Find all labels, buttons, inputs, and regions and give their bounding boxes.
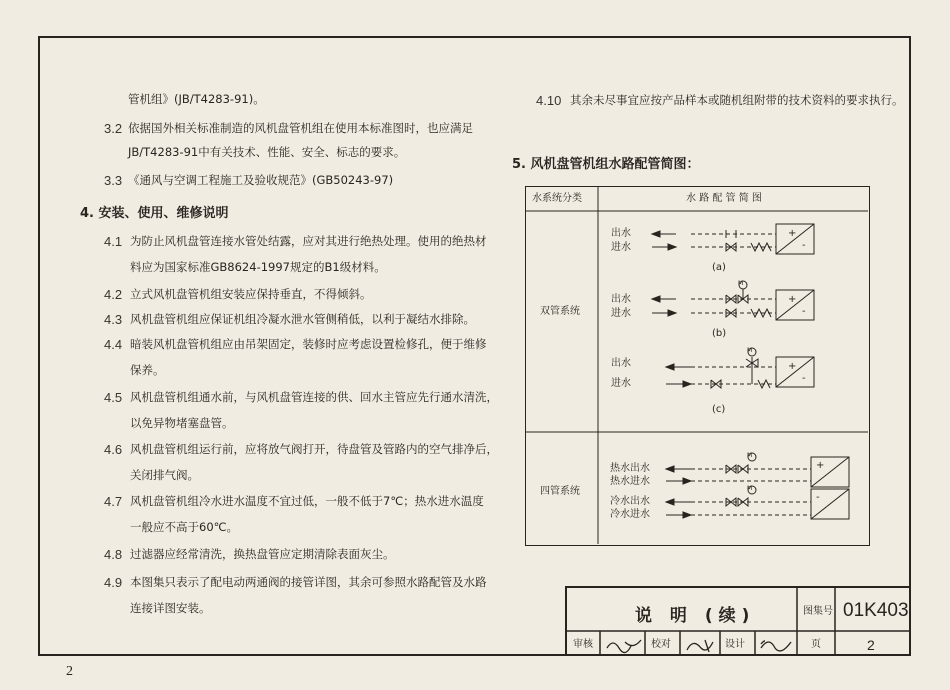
item-number: 4.9 bbox=[104, 575, 123, 590]
item-number: 4.7 bbox=[104, 494, 123, 509]
item-text-line: 过滤器应经常清洗，换热盘管应定期清除表面灰尘。 bbox=[130, 547, 395, 561]
diagram-c-out-label: 出水 bbox=[611, 358, 631, 369]
item-text-line: 一般应不高于60℃。 bbox=[130, 520, 239, 534]
item-text-line: 连接详图安装。 bbox=[130, 601, 211, 615]
atlas-number-label: 图集号 bbox=[803, 606, 833, 617]
page-number: 2 bbox=[66, 664, 73, 679]
item-text-line: 关闭排气阀。 bbox=[130, 468, 199, 482]
item-text-line: 风机盘管机组运行前，应将放气阀打开，待盘管及管路内的空气排净后， bbox=[130, 442, 498, 456]
four-pipe-valve-m-hot: M bbox=[747, 452, 753, 459]
diagram-a-caption: (a) bbox=[712, 262, 726, 273]
diagram-c-valve-m: M bbox=[747, 347, 753, 354]
sheet-title: 说 明 (续) bbox=[635, 606, 756, 626]
review-label: 审核 bbox=[573, 639, 593, 650]
four-pipe-plus: + bbox=[816, 460, 825, 471]
diagram-b-valve-m: M bbox=[738, 280, 744, 287]
four-pipe-valve-m-cold: M bbox=[747, 485, 753, 492]
diagram-c-in-label: 进水 bbox=[611, 378, 631, 389]
item-number: 4.2 bbox=[104, 287, 123, 302]
diagram-c-plus: + bbox=[788, 361, 797, 372]
item-3-2-line2: JB/T4283-91中有关技术、性能、安全、标志的要求。 bbox=[128, 145, 406, 159]
diagram-a-minus: - bbox=[802, 240, 806, 251]
item-text-line: 风机盘管机组应保证机组冷凝水泄水管侧稍低，以利于凝结水排除。 bbox=[130, 312, 475, 326]
item-text-line: 立式风机盘管机组安装应保持垂直，不得倾斜。 bbox=[130, 287, 372, 301]
item-text-line: 暗装风机盘管机组应由吊架固定，装修时应考虑设置检修孔，便于维修 bbox=[130, 337, 487, 351]
item-3-2-number: 3.2 bbox=[104, 121, 123, 136]
item-number: 4.3 bbox=[104, 312, 123, 327]
page-label: 页 bbox=[811, 639, 821, 650]
column-header-system: 水系统分类 bbox=[532, 193, 582, 204]
item-3-3-text: 《通风与空调工程施工及验收规范》(GB50243-97) bbox=[128, 173, 394, 187]
item-text-line: 本图集只表示了配电动两通阀的接管详图，其余可参照水路配管及水路 bbox=[130, 575, 487, 589]
item-number: 4.6 bbox=[104, 442, 123, 457]
signatures bbox=[605, 636, 765, 656]
item-3-2-line1: 依据国外相关标准制造的风机盘管机组在使用本标准图时，也应满足 bbox=[128, 121, 473, 135]
four-pipe-minus: - bbox=[816, 492, 820, 503]
diagram-a-plus: + bbox=[788, 228, 797, 239]
cold-water-in-label: 冷水进水 bbox=[610, 509, 650, 520]
diagram-a-out-label: 出水 bbox=[611, 228, 631, 239]
item-4-10-number: 4.10 bbox=[536, 93, 562, 108]
item-number: 4.4 bbox=[104, 337, 123, 352]
four-pipe-label: 四管系统 bbox=[540, 486, 580, 497]
page-value: 2 bbox=[867, 637, 875, 653]
piping-diagram-table bbox=[525, 186, 870, 546]
diagram-a-in-label: 进水 bbox=[611, 242, 631, 253]
atlas-number: 01K403 bbox=[843, 600, 909, 621]
item-4-10-text: 其余未尽事宜应按产品样本或随机组附带的技术资料的要求执行。 bbox=[570, 93, 904, 107]
item-text-line: 为防止风机盘管连接水管处结露，应对其进行绝热处理。使用的绝热材 bbox=[130, 234, 487, 248]
diagram-b-minus: - bbox=[802, 306, 806, 317]
title-block bbox=[565, 586, 911, 656]
item-text-line: 风机盘管机组通水前，与风机盘管连接的供、回水主管应先行通水清洗， bbox=[130, 390, 498, 404]
section-5-heading: 5. 风机盘管机组水路配管简图： bbox=[512, 157, 700, 172]
item-number: 4.8 bbox=[104, 547, 123, 562]
check-label: 校对 bbox=[651, 639, 671, 650]
diagram-b-in-label: 进水 bbox=[611, 308, 631, 319]
diagram-b-caption: (b) bbox=[712, 328, 727, 339]
item-text-line: 料应为国家标准GB8624-1997规定的B1级材料。 bbox=[130, 260, 386, 274]
item-text-line: 保养。 bbox=[130, 363, 165, 377]
section-4-heading: 4. 安装、使用、维修说明 bbox=[80, 206, 229, 221]
diagram-c-caption: (c) bbox=[712, 404, 726, 415]
line-3-1-tail: 管机组》(JB/T4283-91)。 bbox=[128, 92, 265, 106]
hot-water-in-label: 热水进水 bbox=[610, 476, 650, 487]
design-label: 设计 bbox=[725, 639, 745, 650]
cold-water-out-label: 冷水出水 bbox=[610, 496, 650, 507]
hot-water-out-label: 热水出水 bbox=[610, 463, 650, 474]
diagram-c-minus: - bbox=[802, 373, 806, 384]
item-number: 4.5 bbox=[104, 390, 123, 405]
item-text-line: 风机盘管机组冷水进水温度不宜过低，一般不低于7℃；热水进水温度 bbox=[130, 494, 484, 508]
diagram-b-plus: + bbox=[788, 294, 797, 305]
two-pipe-label: 双管系统 bbox=[540, 306, 580, 317]
design-signature bbox=[759, 636, 799, 656]
item-number: 4.1 bbox=[104, 234, 123, 249]
diagram-b-out-label: 出水 bbox=[611, 294, 631, 305]
item-3-3-number: 3.3 bbox=[104, 173, 123, 188]
column-header-diagram: 水 路 配 管 简 图 bbox=[686, 193, 762, 204]
item-text-line: 以免异物堵塞盘管。 bbox=[130, 416, 234, 430]
